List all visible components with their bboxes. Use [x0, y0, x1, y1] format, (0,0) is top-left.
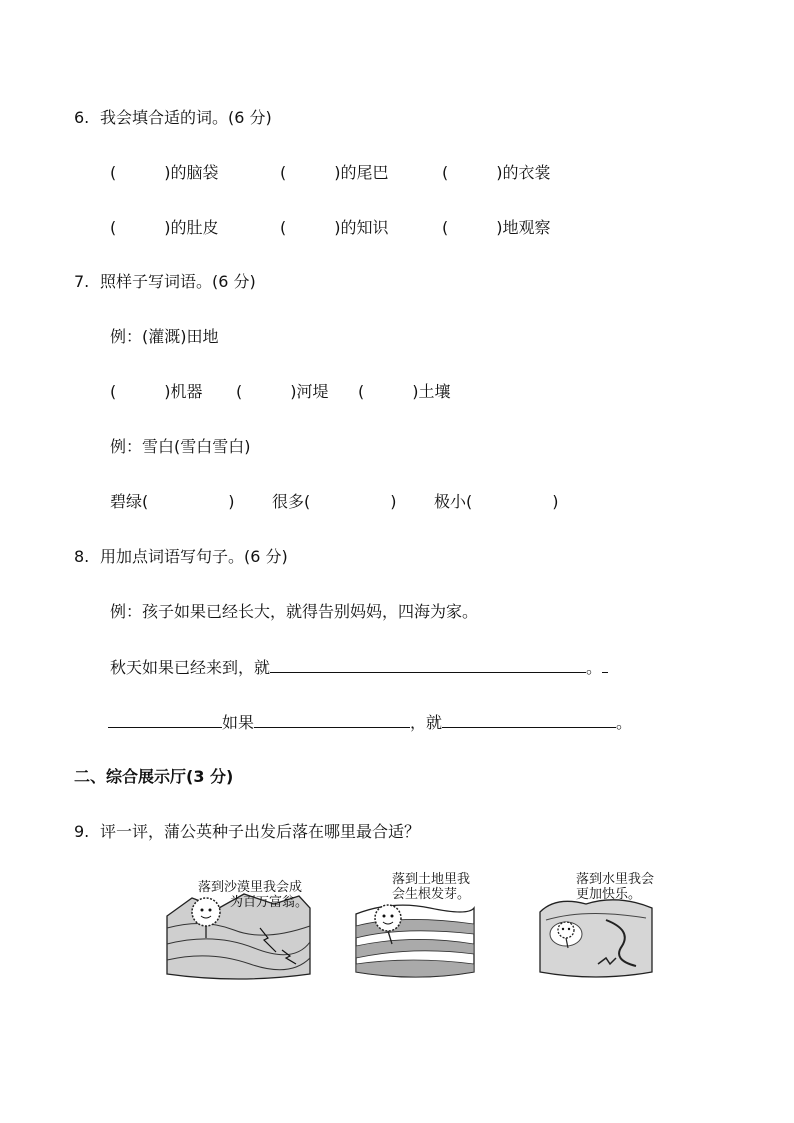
picture-water — [536, 868, 656, 984]
question-prompt: 评一评，蒲公英种子出发后落在哪里最合适？ — [100, 822, 421, 841]
fill-blank-item[interactable]: ( )河堤 — [236, 382, 329, 401]
sentence-word: 如果 — [222, 713, 255, 732]
picture-farmland — [352, 868, 478, 984]
fill-blank-item[interactable]: ( )的肚皮 — [110, 218, 219, 237]
fill-blank-item[interactable]: ( )的知识 — [280, 218, 389, 237]
question-number: 6. — [74, 108, 90, 127]
fill-blank-item[interactable]: ( )的衣裳 — [442, 163, 551, 182]
question-8-title — [74, 546, 288, 568]
answer-blank[interactable] — [442, 711, 616, 728]
section-heading: 二、综合展示厅(3 分) — [74, 767, 234, 786]
fill-blank-item[interactable]: 很多( ) — [272, 492, 397, 511]
answer-blank[interactable] — [108, 711, 222, 728]
underline-tail — [602, 656, 608, 673]
sentence-line-1 — [110, 656, 608, 679]
fill-blank-item[interactable]: ( )的脑袋 — [110, 163, 219, 182]
answer-blank[interactable] — [254, 711, 410, 728]
question-6-title — [74, 107, 272, 129]
example-text: 例：(灌溉)田地 — [110, 327, 219, 346]
answer-blank[interactable] — [270, 656, 586, 673]
question-number: 7. — [74, 272, 90, 291]
example-text: 例：雪白(雪白雪白) — [110, 437, 251, 456]
fill-blank-item[interactable]: ( )土壤 — [358, 382, 451, 401]
fill-blank-item[interactable]: 极小( ) — [434, 492, 559, 511]
fill-blank-item[interactable]: ( )的尾巴 — [280, 163, 389, 182]
question-prompt: 用加点词语写句子。(6 分) — [100, 547, 288, 566]
fill-blank-item[interactable]: ( )地观察 — [442, 218, 551, 237]
example-text: 例：孩子如果已经长大，就得告别妈妈，四海为家。 — [110, 602, 479, 621]
fill-blank-item[interactable]: 碧绿( ) — [110, 492, 235, 511]
question-prompt: 我会填合适的词。(6 分) — [100, 108, 272, 127]
sentence-word: ，就 — [410, 713, 443, 732]
fill-blank-item[interactable]: ( )机器 — [110, 382, 203, 401]
picture-caption: 落到水里我会 更加快乐。 — [576, 872, 655, 902]
picture-desert — [164, 868, 314, 984]
sentence-end: 。 — [586, 658, 603, 677]
sentence-end: 。 — [616, 713, 633, 732]
picture-caption: 落到沙漠里我会成 为百万富翁。 — [198, 880, 309, 910]
question-9-title — [74, 821, 420, 843]
question-number: 8. — [74, 547, 90, 566]
sentence-prefix: 秋天如果已经来到，就 — [110, 658, 271, 677]
question-7-title — [74, 271, 256, 293]
sentence-line-2 — [108, 711, 632, 734]
question-prompt: 照样子写词语。(6 分) — [100, 272, 256, 291]
question-number: 9. — [74, 822, 90, 841]
picture-caption: 落到土地里我 会生根发芽。 — [392, 872, 471, 902]
